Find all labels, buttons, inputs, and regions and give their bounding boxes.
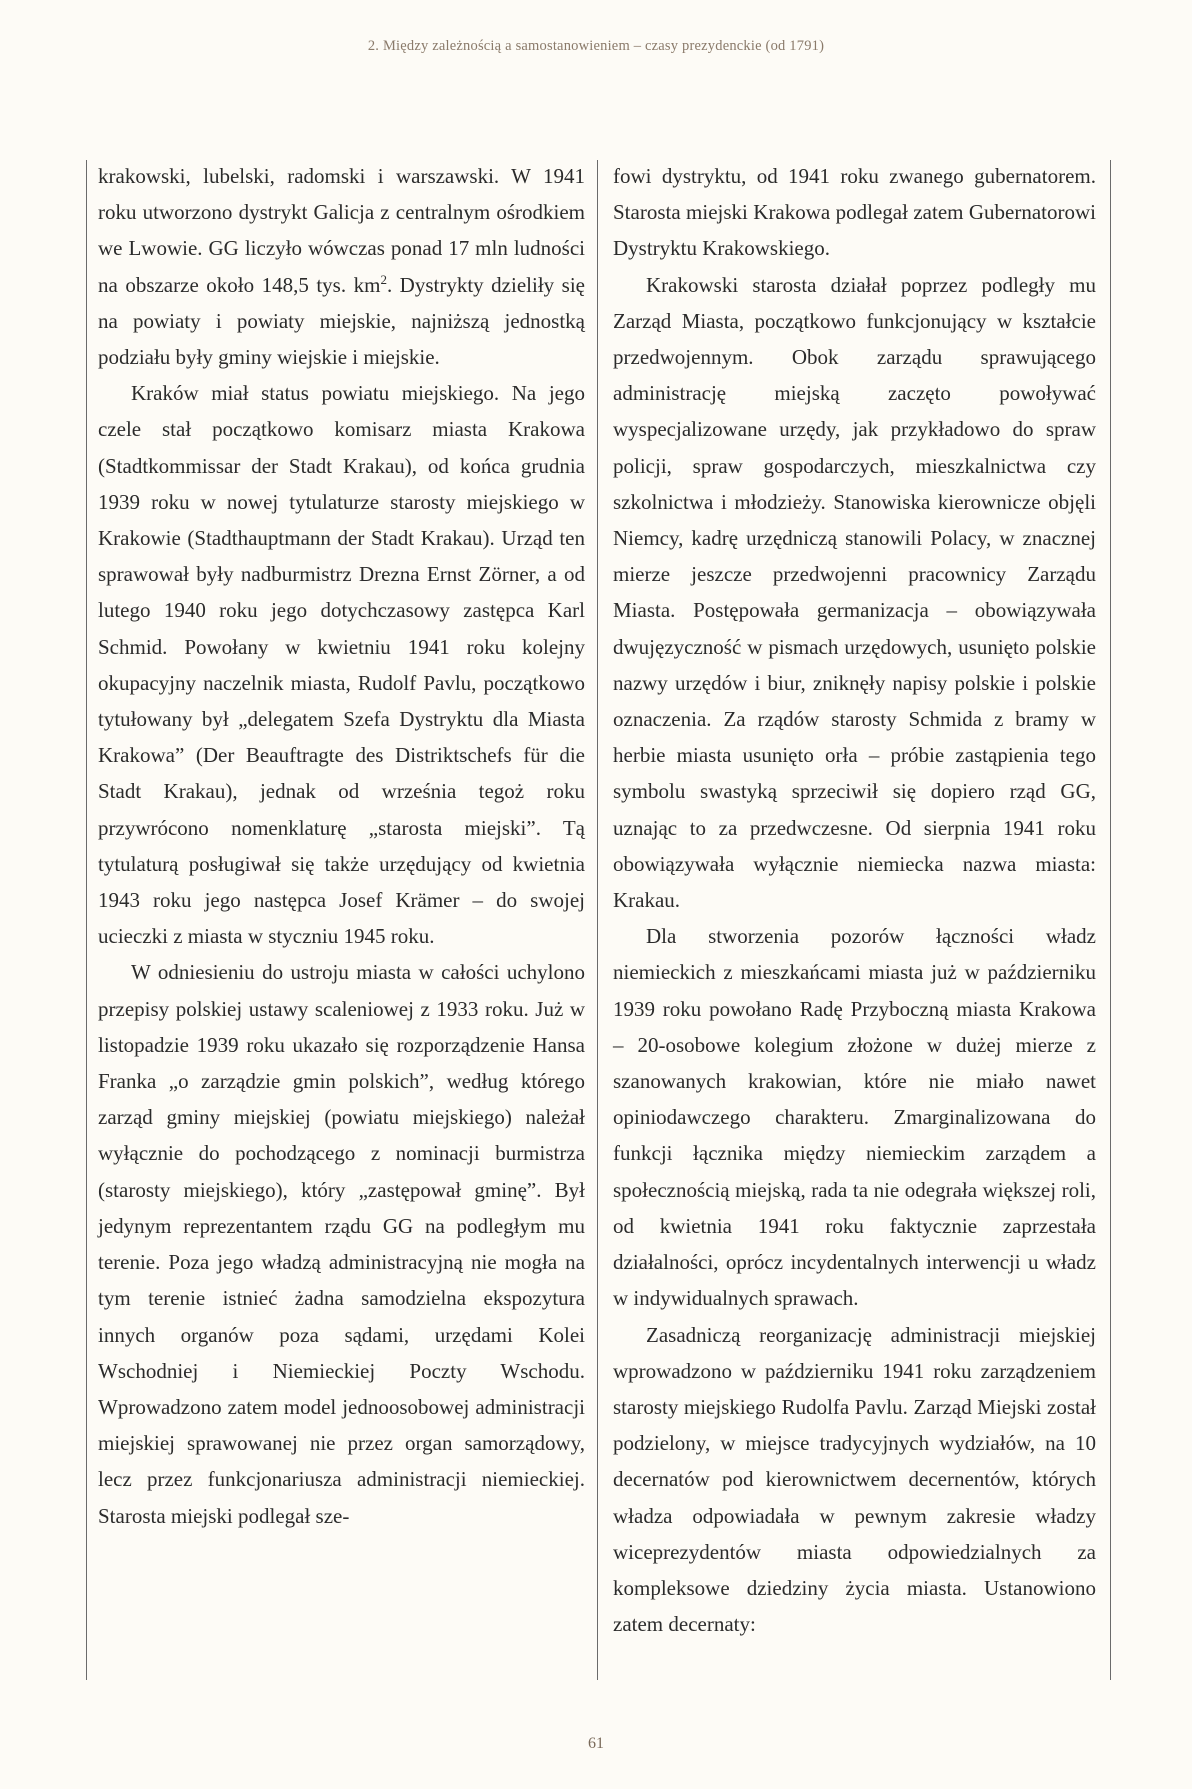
paragraph: Krakowski starosta działał poprzez podległy mu Zarząd Miasta, początkowo funkcjonujący w kształcie przedwojennym. Obok zarządu sprawującego administrację miejską zaczęto powoływać wyspecjalizowane urzędy, jak przykładowo do spraw policji, spraw gospodarczych, mieszkalnictwa czy szkolnictwa i młodzieży. Stanowiska kierownicze objęli Niemcy, kadrę urzędniczą stanowili Polacy, w znacznej mierze jeszcze przedwojenni pracownicy Zarządu Miasta. Postępowała germanizacja – obowiązywała dwujęzyczność w pismach urzędowych, usunięto polskie nazwy urzędów i biur, zniknęły napisy polskie i polskie oznaczenia. Za rządów starosty Schmida z bramy w herbie miasta usunięto orła – próbie zastąpienia tego symbolu swastyką sprzeciwił się dopiero rząd GG, uznając to za przedwczesne. Od sierpnia 1941 roku obowiązywała wyłącznie niemiecka nazwa miasta: Krakau. (613, 272, 1096, 913)
column-divider-rule (597, 160, 598, 1680)
paragraph: W odniesieniu do ustroju miasta w całości uchylono przepisy polskiej ustawy scaleniowej z 1933 roku. Już w listopadzie 1939 roku ukazało się rozporządzenie Hansa Franka „o zarządzie gmin polskich”, według którego zarząd gminy miejskiej (powiatu miejskiego) należał wyłącznie do pochodzącego z nominacji burmistrza (starosty miejskiego), który „zastępował gminę”. Był jedynym reprezentantem rządu GG na podległym mu terenie. Poza jego władzą administracyjną nie mogła na tym terenie istnieć żadna samodzielna ekspozytura innych organów poza sądami, urzędami Kolei Wschodniej i Niemieckiej Poczty Wschodu. Wprowadzono zatem model jednoosobowej administracji miejskiej sprawowanej nie przez organ samorządowy, lecz przez funkcjonariusza administracji niemieckiej. Starosta miejski podlegał sze- (98, 960, 585, 1528)
paragraph: Dla stworzenia pozorów łączności władz niemieckich z mieszkańcami miasta już w październiku 1939 roku powołano Radę Przyboczną miasta Krakowa – 20-osobowe kolegium złożone w dużej mierze z szanowanych krakowian, które nie miało nawet opiniodawczego charakteru. Zmarginalizowana do funkcji łącznika między niemieckim zarządem a społecznością miejską, rada ta nie odegrała większej roli, od kwietnia 1941 roku faktycznie zaprzestała działalności, oprócz incydentalnych interwencji u władz w indywidualnych sprawach. (613, 924, 1096, 1311)
superscript: 2 (380, 271, 387, 287)
paragraph (98, 158, 585, 375)
paragraph: Kraków miał status powiatu miejskiego. Na jego czele stał początkowo komisarz miasta Krakowa (Stadtkommissar der Stadt Krakau), od końca grudnia 1939 roku w nowej tytulaturze starosty miejskiego w Krakowie (Stadthauptmann der Stadt Krakau). Urząd ten sprawował były nadburmistrz Drezna Ernst Zörner, a od lutego 1940 roku jego dotychczasowy zastępca Karl Schmid. Powołany w kwietniu 1941 roku kolejny okupacyjny naczelnik miasta, Rudolf Pavlu, początkowo tytułowany był „delegatem Szefa Dystryktu dla Miasta Krakowa” (Der Beauftragte des Distriktschefs für die Stadt Krakau), jednak od września tegoż roku przywrócono nomenklaturę „starosta miejski”. Tą tytulaturą posługiwał się także urzędujący od kwietnia 1943 roku jego następca Josef Krämer – do swojej ucieczki z miasta w styczniu 1945 roku. (98, 381, 585, 949)
right-margin-rule (1110, 160, 1111, 1680)
paragraph-text: krakowski, lubelski, radomski i warszawski. W 1941 roku utworzono dystrykt Galicja z centralnym ośrodkiem we Lwowie. GG liczyło wówczas ponad 17 mln ludności na obszarze około 148,5 tys. km (98, 164, 585, 297)
page-number: 61 (588, 1735, 604, 1752)
paragraph-text: . Dystrykty dzieliły się na powiaty i powiaty miejskie, najniższą jednostką podziału były gminy wiejskie i miejskie. (98, 272, 585, 370)
left-margin-rule (86, 160, 87, 1680)
paragraph: Zasadniczą reorganizację administracji miejskiej wprowadzono w październiku 1941 roku zarządzeniem starosty miejskiego Rudolfa Pavlu. Zarząd Miejski został podzielony, w miejsce tradycyjnych wydziałów, na 10 decernatów pod kierownictwem decernentów, których władza odpowiadała w pewnym zakresie władzy wiceprezydentów miasta odpowiedzialnych za kompleksowe dziedziny życia miasta. Ustanowiono zatem decernaty: (613, 1322, 1096, 1637)
running-header: 2. Między zależnością a samostanowieniem – czasy prezydenckie (od 1791) (367, 38, 825, 54)
paragraph: fowi dystryktu, od 1941 roku zwanego gubernatorem. Starosta miejski Krakowa podlegał zatem Gubernatorowi Dystryktu Krakowskiego. (613, 164, 1096, 261)
left-text-column (98, 158, 585, 1534)
right-text-column (613, 158, 1096, 1642)
